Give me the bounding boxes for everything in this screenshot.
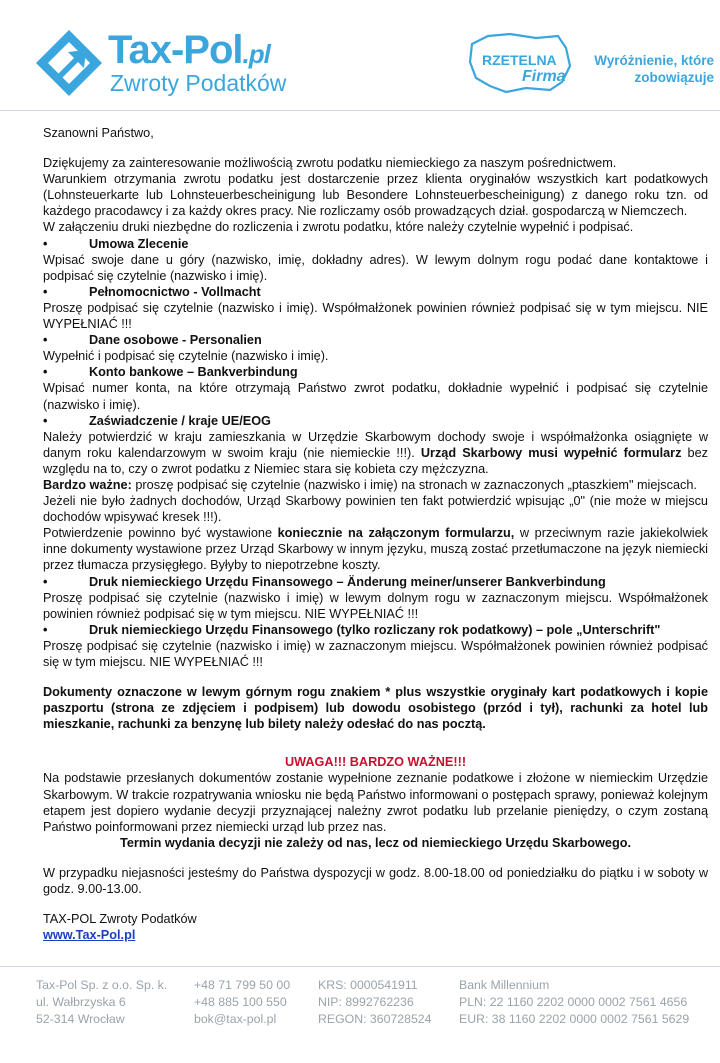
bullet-icon: •: [43, 622, 48, 637]
list-item-title: • Umowa Zlecenie: [43, 236, 189, 251]
badge-title: RZETELNA: [482, 52, 557, 68]
bullet-icon: •: [43, 236, 48, 251]
zasw-paragraph-1: Należy potwierdzić w kraju zamieszkania w Urzędzie Skarbowym dochody swoje i współmałżonka osiągnięte w danym roku kalendarzowym w swoim kraju (nie niemieckie !!!). Urząd Skarbowy musi wypełnić formularz bez względu na to, czy o zwrot podatku z Niemiec stara się kobieta czy mężczyzna.: [43, 429, 708, 476]
letter-body: [43, 125, 708, 943]
warning-title: UWAGA!!! BARDZO WAŻNE!!!: [284, 755, 467, 770]
zasw-paragraph-2: Bardzo ważne: proszę podpisać się czytelnie (nazwisko i imię) na stronach w zaznaczonych „ptaszkiem" miejscach.: [43, 477, 697, 492]
list-item-text: Proszę podpisać się czytelnie (nazwisko i imię) w lewym dolnym rogu w zaznaczonym miejscu. Współmałżonek powinien również podpisać się w tym miejscu. NIE WYPEŁNIAĆ !!!: [43, 590, 708, 621]
list-item-text: Wpisać swoje dane u góry (nazwisko, imię, dokładny adres). W lewym dolnym rogu podać dane kontaktowe i podpisać się czytelnie (nazwisko i imię).: [43, 252, 708, 283]
intro-paragraph-2: Warunkiem otrzymania zwrotu podatku jest dostarczenie przez klienta oryginałów wszystkich kart podatkowych (Lohnsteuerkarte lub Lohnsteuerbescheinigung lub Besondere Lohnsteuerbescheinigung) z danego roku tzn. od każdego pracodawcy i za każdy okres pracy. Nie rozliczamy osób prowadzących dział. gospodarczą w Niemczech.: [43, 172, 708, 219]
greeting: Szanowni Państwo,: [43, 126, 154, 140]
list-item-text: Wypełnić i podpisać się czytelnie (nazwisko i imię).: [43, 349, 329, 364]
header-divider: [0, 110, 720, 111]
list-item-text: Proszę podpisać się czytelnie (nazwisko i imię). Współmałżonek powinien również podpisać się w tym miejscu. NIE WYPEŁNIAĆ !!!: [43, 300, 708, 332]
warning-text: Na podstawie przesłanych dokumentów zostanie wypełnione zeznanie podatkowe i złożone w niemieckim Urzędzie Skarbowym. W trakcie rozpatrywania wniosku nie będą Państwo informowani o postępach sprawy, ponieważ kolejnym etapem jest dopiero wydanie decyzji przyznającej należny zwrot podatku lub przelanie pieniędzy, o czym zostaną Państwo poinformowani przez niemiecki urząd lub przez nas.: [43, 771, 708, 834]
signature-company: TAX-POL Zwroty Podatków: [43, 912, 197, 927]
intro-paragraph-1: Dziękujemy za zainteresowanie możliwością zwrotu podatku niemieckiego za naszym pośrednictwem.: [43, 156, 617, 171]
logo-name: Tax-Pol.pl: [108, 28, 270, 72]
rzetelna-firma-badge: [466, 30, 720, 100]
bullet-icon: •: [43, 333, 48, 348]
zasw-paragraph-3: Jeżeli nie było żadnych dochodów, Urząd Skarbowy powinien ten fakt potwierdzić wpisując „0" (nie może w miejscu dochodów wpisywać kresek !!!).: [43, 494, 708, 525]
zasw-paragraph-4: Potwierdzenie powinno być wystawione koniecznie na załączonym formularzu, w przeciwnym razie jakiekolwiek inne dokumenty wystawione przez Urząd Skarbowy w innym języku, muszą zostać przetłumaczone na język niemiecki przez tłumacza przysięgłego. Byłyby to niepotrzebne koszty.: [43, 526, 708, 573]
bullet-icon: •: [43, 574, 48, 589]
logo-subtitle: Zwroty Podatków: [110, 70, 287, 96]
list-item-title: • Druk niemieckiego Urzędu Finansowego – Änderung meiner/unserer Bankverbindung: [43, 574, 606, 589]
footer-divider: [0, 966, 720, 967]
signature-url-link[interactable]: www.Tax-Pol.pl: [43, 928, 136, 943]
list-item-text: Wpisać numer konta, na które otrzymają Państwo zwrot podatku, dokładnie wypełnić i podpisać się czytelnie (nazwisko i imię).: [43, 381, 708, 412]
footer-contact: +48 71 799 50 00 +48 885 100 550 bok@tax-pol.pl: [194, 978, 291, 1026]
tax-pol-logo: [34, 28, 294, 100]
logo-arrow-icon: [34, 28, 104, 98]
slogan-line-1: Wyróżnienie, które: [594, 53, 714, 68]
intro-paragraph-3: W załączeniu druki niezbędne do rozliczenia i zwrotu podatku, które należy czytelnie wypełnić i podpisać.: [43, 220, 634, 235]
list-item-title: • Konto bankowe – Bankverbindung: [43, 365, 298, 380]
badge-subtitle: Firma: [522, 68, 566, 85]
list-item-title: • Zaświadczenie / kraje UE/EOG: [43, 413, 271, 428]
footer-email-link[interactable]: bok@tax-pol.pl: [194, 1012, 277, 1026]
footer-company-address: Tax-Pol Sp. z o.o. Sp. k. ul. Wałbrzyska 6 52-314 Wrocław: [36, 978, 168, 1026]
documents-note: Dokumenty oznaczone w lewym górnym rogu znakiem * plus wszystkie oryginały kart podatkowych i kopie paszportu (strona ze zdjęciem i podpisem) lub dowodu osobistego (przód i tył), rachunki za hotel lub mieszkanie, rachunki za benzynę lub bilety należy odesłać do nas pocztą.: [43, 685, 708, 732]
bullet-icon: •: [43, 284, 48, 299]
footer-registration: KRS: 0000541911 NIP: 8992762236 REGON: 360728524: [318, 978, 432, 1026]
list-item-title: • Dane osobowe - Personalien: [43, 333, 262, 348]
badge-slogan: [574, 52, 714, 86]
term-note: Termin wydania decyzji nie zależy od nas, lecz od niemieckiego Urzędu Skarbowego.: [120, 835, 631, 850]
contact-note: W przypadku niejasności jesteśmy do Państwa dyspozycji w godz. 8.00-18.00 od poniedziałku do piątku i w soboty w godz. 9.00-13.00.: [43, 865, 708, 897]
list-item-title: • Pełnomocnictwo - Vollmacht: [43, 284, 261, 299]
logo-tld: .pl: [242, 39, 270, 69]
slogan-line-2: zobowiązuje: [634, 70, 714, 85]
bullet-icon: •: [43, 413, 48, 428]
footer-bank: Bank Millennium PLN: 22 1160 2202 0000 0002 7561 4656 EUR: 38 1160 2202 0000 0002 7561 5629: [459, 978, 690, 1026]
list-item-title: • Druk niemieckiego Urzędu Finansowego (tylko rozliczany rok podatkowy) – pole „Unterschrift": [43, 622, 661, 637]
list-item-text: Proszę podpisać się czytelnie (nazwisko i imię) w zaznaczonym miejscu. Współmałżonek powinien również podpisać się w tym miejscu. NIE WYPEŁNIAĆ !!!: [43, 638, 708, 669]
bullet-icon: •: [43, 365, 48, 380]
